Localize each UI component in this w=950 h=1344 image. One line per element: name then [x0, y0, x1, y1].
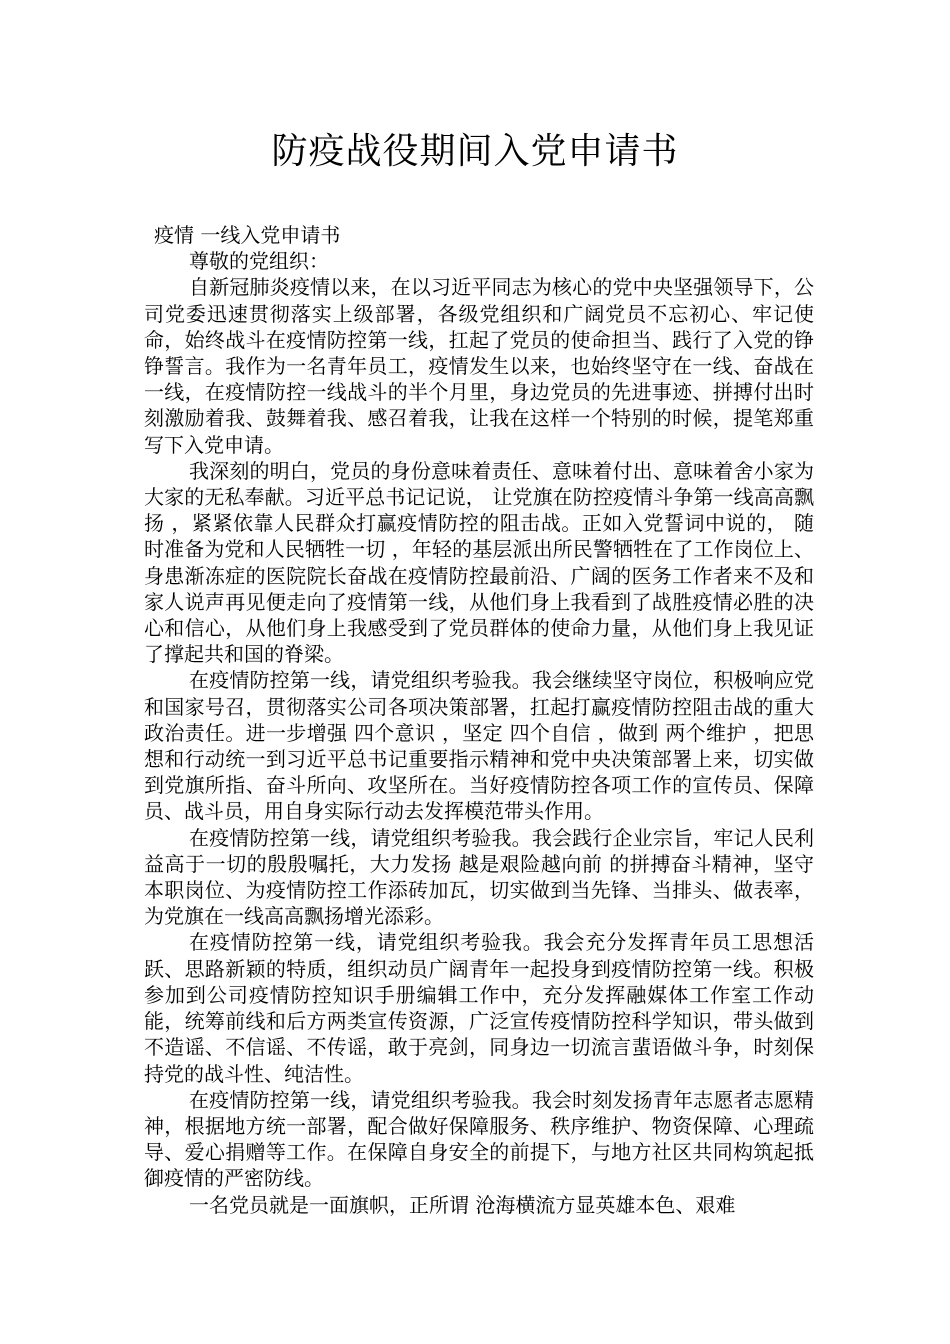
paragraph-1: 自新冠肺炎疫情以来，在以习近平同志为核心的党中央坚强领导下，公司党委迅速贯彻落实上级部署，各级党组织和广阔党员不忘初心、牢记使命，始终战斗在疫情防控第一线，扛起了党员的使命担当、践行了入党的铮铮誓言。我作为一名青年员工，疫情发生以来，也始终坚守在一线、奋战在一线，在疫情防控一线战斗的半个月里，身边党员的先进事迹、拼搏付出时刻激励着我、鼓舞着我、感召着我，让我在这样一个特别的时候，提笔郑重写下入党申请。	[144, 275, 814, 457]
paragraph-7: 一名党员就是一面旗帜，正所谓 沧海横流方显英雄本色、艰难	[189, 1192, 736, 1217]
document-body	[144, 222, 814, 1218]
paragraph-3: 在疫情防控第一线，请党组织考验我。我会继续坚守岗位，积极响应党和国家号召，贯彻落实公司各项决策部署，扛起打赢疫情防控阻击战的重大政治责任。进一步增强 四个意识 ，坚定 四个自信 ，做到 两个维护 ，把思想和行动统一到习近平总书记重要指示精神和党中央决策部署上来，切实做到党旗所指、奋斗所向、攻坚所在。当好疫情防控各项工作的宣传员、保障员、战斗员，用自身实际行动去发挥模范带头作用。	[144, 668, 814, 824]
document-title: 防疫战役期间入党申请书	[271, 131, 679, 172]
paragraph-6: 在疫情防控第一线，请党组织考验我。我会时刻发扬青年志愿者志愿精神，根据地方统一部署，配合做好保障服务、秩序维护、物资保障、心理疏导、爱心捐赠等工作。在保障自身安全的前提下，与地方社区共同构筑起抵御疫情的严密防线。	[144, 1087, 814, 1191]
paragraph-5: 在疫情防控第一线，请党组织考验我。我会充分发挥青年员工思想活跃、思路新颖的特质，组织动员广阔青年一起投身到疫情防控第一线。积极参加到公司疫情防控知识手册编辑工作中，充分发挥融媒体工作室工作动能，统筹前线和后方两类宣传资源，广泛宣传疫情防控科学知识，带头做到不造谣、不信谣、不传谣，敢于亮剑，同身边一切流言蜚语做斗争，时刻保持党的战斗性、纯洁性。	[144, 930, 814, 1086]
document-subtitle: 疫情 一线入党申请书	[154, 223, 341, 247]
salutation: 尊敬的党组织：	[189, 249, 329, 274]
paragraph-2: 我深刻的明白，党员的身份意味着责任、意味着付出、意味着舍小家为大家的无私奉献。习近平总书记记说， 让党旗在防控疫情斗争第一线高高飘扬 ，紧紧依靠人民群众打赢疫情防控的阻击战。正如入党誓词中说的， 随时准备为党和人民牺牲一切 ，年轻的基层派出所民警牺牲在了工作岗位上、身患渐冻症的医院院长奋战在疫情防控最前沿、广阔的医务工作者来不及和家人说声再见便走向了疫情第一线，从他们身上我看到了战胜疫情必胜的决心和信心，从他们身上我感受到了党员群体的使命力量，从他们身上我见证了撑起共和国的脊梁。	[144, 458, 814, 667]
paragraph-4: 在疫情防控第一线，请党组织考验我。我会践行企业宗旨，牢记人民利益高于一切的殷殷嘱托，大力发扬 越是艰险越向前 的拼搏奋斗精神，坚守本职岗位、为疫情防控工作添砖加瓦，切实做到当先锋、当排头、做表率，为党旗在一线高高飘扬增光添彩。	[144, 825, 814, 929]
